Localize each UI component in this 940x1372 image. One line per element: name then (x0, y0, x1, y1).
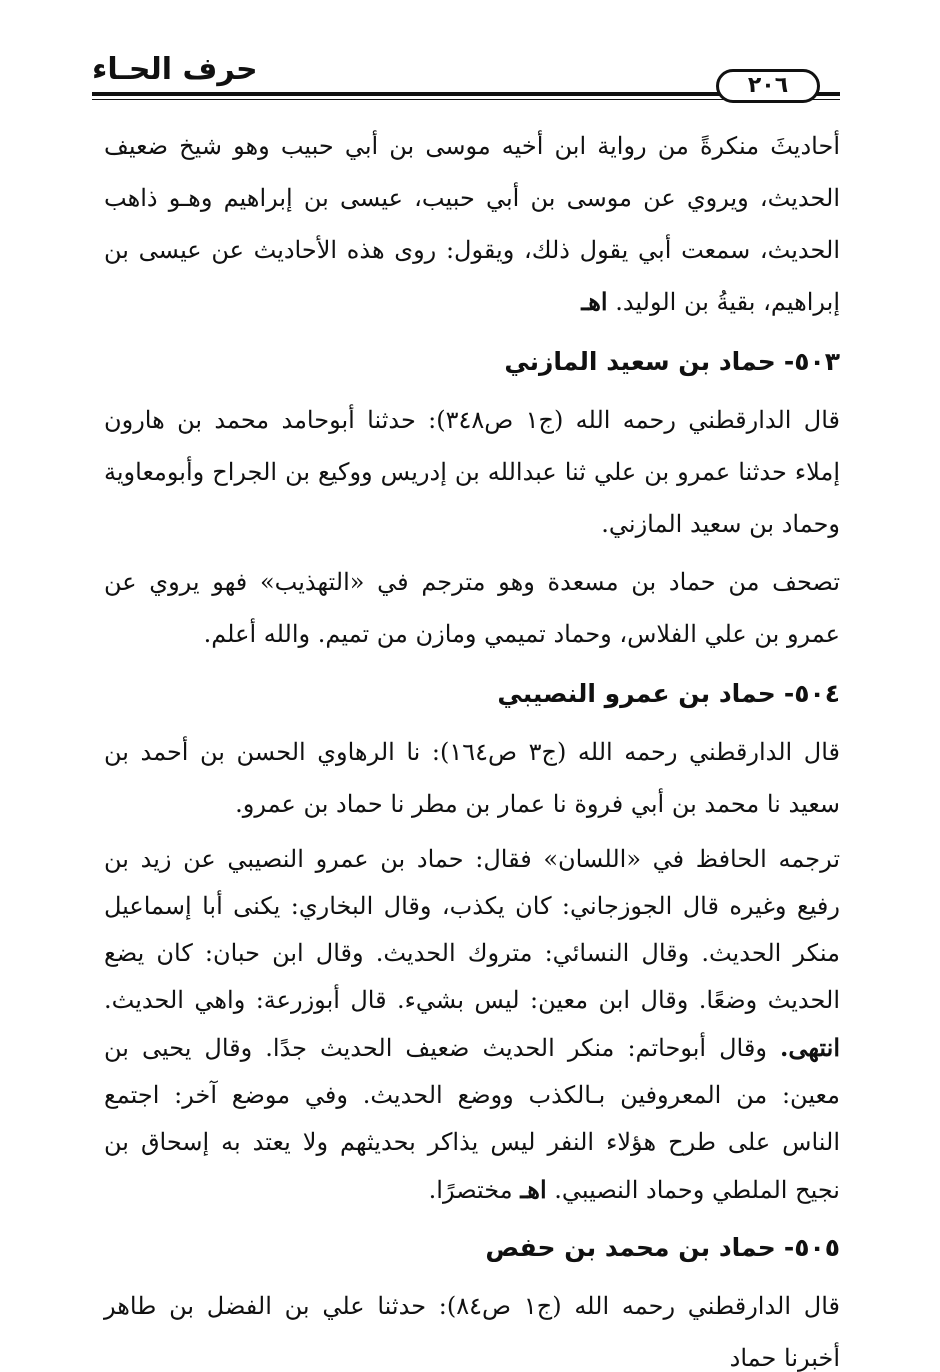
page-header (92, 52, 840, 110)
entry-name: حماد بن محمد بن حفص (485, 1233, 776, 1262)
intro-text: أحاديثَ منكرةً من رواية ابن أخيه موسى بن أبي حبيب وهو شيخ ضعيف الحديث، ويروي عن موسى بن أبي حبيب، عيسى بن إبراهيم وهـو ذاهب الحديث، سمعت أبي يقول ذلك، ويقول: روى هذه الأحاديث عن عيسى بن إبراهيم، بقيةُ بن الوليد. (104, 132, 840, 316)
page-number: ٢٠٦ (716, 69, 820, 103)
entry-number: ٥٠٣- (783, 347, 840, 376)
chapter-title: حرف الحـاء (92, 52, 258, 87)
page-content (104, 120, 840, 1372)
entry-name: حماد بن سعيد المازني (504, 347, 776, 376)
entry-504-paragraph-1: قال الدارقطني رحمه الله (ج٣ ص١٦٤): نا الرهاوي الحسن بن أحمد بن سعيد نا محمد بن أبي فروة نا عمار بن مطر نا حماد بن عمرو. (104, 738, 840, 818)
intro-paragraph (104, 120, 840, 328)
entry-name: حماد بن عمرو النصيبي (497, 679, 776, 708)
entry-heading-503 (104, 342, 840, 382)
entry-504-text-part1: ترجمه الحافظ في «اللسان» فقال: حماد بن عمرو النصيبي عن زيد بن رفيع وغيره قال الجوزجاني: كان يكذب، وقال البخاري: يكنى أبا إسماعيل منكر الحديث. وقال النسائي: متروك الحديث. وقال ابن حبان: كان يضع الحديث وضعًا. وقال ابن معين: ليس بشيء. قال أبوزرعة: واهي الحديث. (104, 845, 840, 1014)
entry-504-text-part2: وقال أبوحاتم: منكر الحديث ضعيف الحديث جدًا. وقال يحيى بن معين: من المعروفين بـالكذب ووضع الحديث. وفي موضع آخر: اجتمع الناس على طرح هؤلاء النفر ليس يذاكر بحديثهم ولا يعتد به إسحاق بن نجيح الملطي وحماد النصيبي. (104, 1034, 840, 1204)
entry-504-bold-word: انتهى. (779, 1033, 840, 1062)
entry-505-paragraph-1: قال الدارقطني رحمه الله (ج١ ص٨٤): حدثنا علي بن الفضل بن طاهر أخبرنا حماد (104, 1292, 841, 1372)
entry-504-tail: مختصرًا. (428, 1176, 513, 1204)
entry-number: ٥٠٤- (783, 679, 840, 708)
entry-heading-504 (104, 674, 840, 714)
entry-504-paragraph-2 (104, 836, 840, 1214)
intro-end-mark: اهـ (581, 287, 608, 316)
entry-503-paragraph-1: قال الدارقطني رحمه الله (ج١ ص٣٤٨): حدثنا أبوحامد محمد بن هارون إملاء حدثنا عمرو بن علي ثنا عبدالله بن إدريس ووكيع بن الجراح وأبومعاوية وحماد بن سعيد المازني. (104, 406, 840, 538)
entry-503-paragraph-2: تصحف من حماد بن مسعدة وهو مترجم في «التهذيب» فهو يروي عن عمرو بن علي الفلاس، وحماد تميمي ومازن من تميم. والله أعلم. (104, 568, 840, 648)
entry-heading-505 (104, 1228, 840, 1268)
entry-504-end-mark: اهـ (520, 1175, 547, 1204)
entry-number: ٥٠٥- (783, 1233, 840, 1262)
